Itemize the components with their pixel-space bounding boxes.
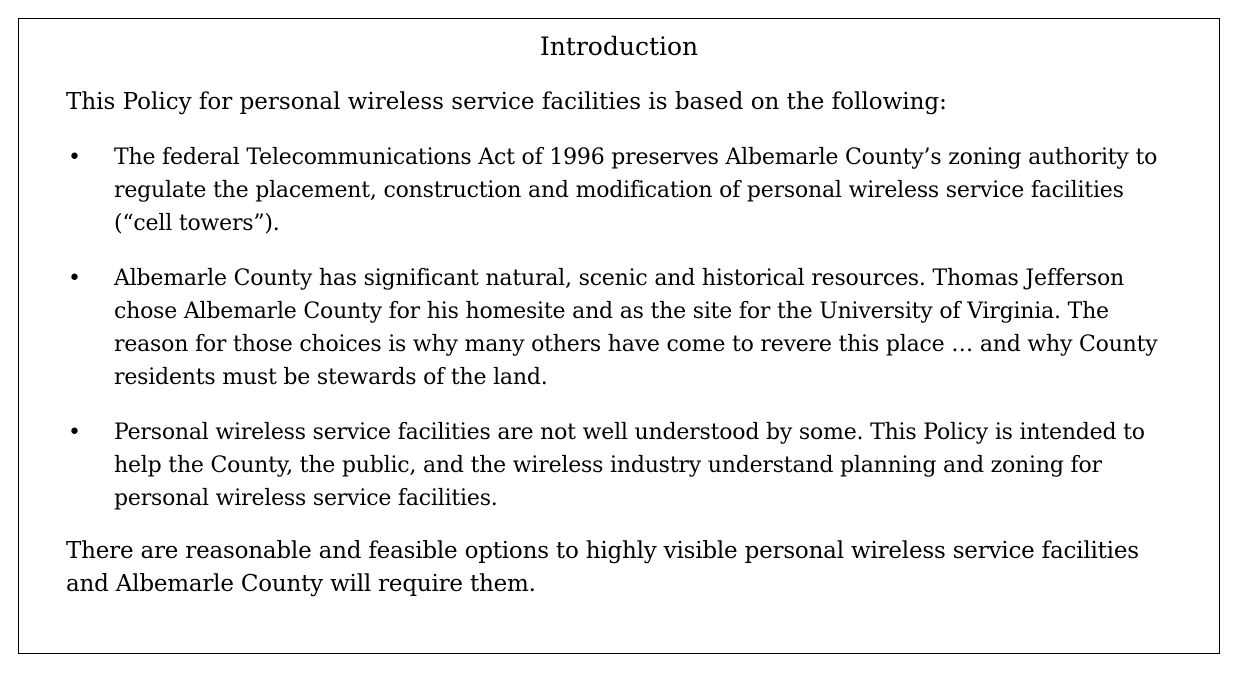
bordered-text-box — [18, 18, 1220, 654]
bullet-icon: • — [68, 266, 81, 291]
section-title: Introduction — [539, 32, 699, 61]
intro-paragraph: This Policy for personal wireless service facilities is based on the following: — [66, 89, 947, 115]
bullet-icon: • — [68, 420, 81, 445]
bullet-icon: • — [68, 145, 81, 170]
closing-paragraph: There are reasonable and feasible options to highly visible personal wireless service facilities and Albemarle County will require them. — [66, 538, 1139, 597]
bullet-text: Personal wireless service facilities are not well understood by some. This Policy is intended to help the County, the public, and the wireless industry understand planning and zoning for personal wireless service facilities. — [114, 420, 1145, 511]
bullet-item-resources — [66, 262, 1176, 394]
bullet-item-telecom-act — [66, 141, 1176, 240]
bullet-list — [66, 141, 1176, 537]
bullet-text: Albemarle County has significant natural, scenic and historical resources. Thomas Jefferson chose Albemarle County for his homesite and as the site for the University of Virginia. The reason for those choices is why many others have come to revere this place … and why County residents must be stewards of the land. — [114, 266, 1158, 390]
bullet-text: The federal Telecommunications Act of 1996 preserves Albemarle County’s zoning authority to regulate the placement, construction and modification of personal wireless service facilities (“cell towers”). — [114, 145, 1158, 236]
bullet-item-understanding — [66, 416, 1176, 515]
